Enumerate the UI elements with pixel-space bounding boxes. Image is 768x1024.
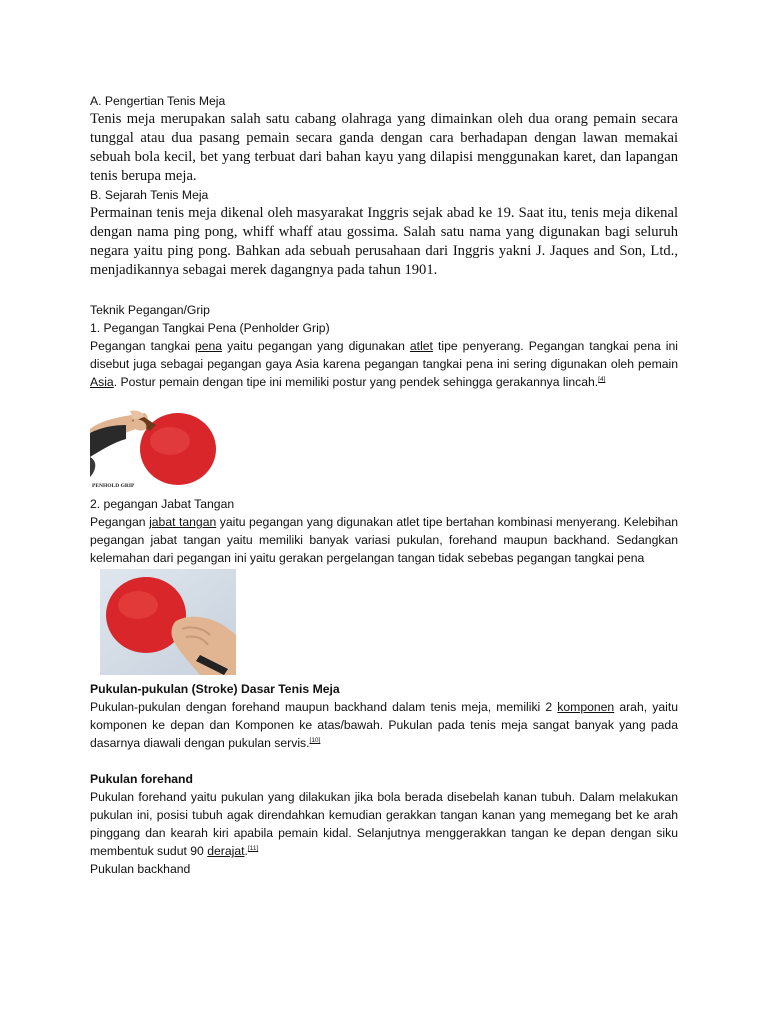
shakehand-text-2: yaitu pegangan yang digunakan atlet tipe bertahan kombinasi menyerang. Kelebihan pegangan jabat tangan yaitu memiliki banyak variasi pukulan, forehand maupun backhand. Sedangkan kelemahan dari pegangan ini yaitu gerakan pergelangan tangan tidak sebebas pegangan tangkai pena [90,515,678,565]
section-b-heading: B. Sejarah Tenis Meja [90,188,209,202]
backhand-heading: Pukulan backhand [90,862,191,876]
forehand-text-2: . [244,844,248,858]
penholder-body [90,337,678,391]
reference-4[interactable]: [4] [598,375,606,383]
penholder-text-3: tipe penyerang. Pegangan tangkai pena ini disebut juga sebagai pegangan gaya Asia karena pegangan tangkai pena ini sering digunakan oleh pemain [90,339,678,371]
section-a-heading: A. Pengertian Tenis Meja [90,94,226,108]
forehand-text-1: Pukulan forehand yaitu pukulan yang dilakukan jika bola berada disebelah kanan tubuh. Dalam melakukan pukulan ini, posisi tubuh agak direndahkan kemudian gerakkan tangan kanan yang memegang bet ke arah pinggang dan kearah kiri apabila pemain kidal. Selanjutnya menggerakkan tangan ke depan dengan siku membentuk sudut 90 [90,790,678,858]
penholder-text-2: yaitu pegangan yang digunakan [222,339,410,353]
penhold-grip-image [90,399,218,491]
forehand-heading: Pukulan forehand [90,772,193,786]
reference-10[interactable]: [10] [309,736,321,744]
shakehand-text-1: Pegangan [90,515,150,529]
link-asia[interactable]: Asia [90,375,114,389]
shakehand-grip-image [100,569,236,675]
grip-heading: Teknik Pegangan/Grip [90,303,210,317]
penholder-text-4: . Postur pemain dengan tipe ini memiliki postur yang pendek sehingga gerakannya lincah. [113,375,599,389]
section-a-body: Tenis meja merupakan salah satu cabang olahraga yang dimainkan oleh dua orang pemain secara tunggal atau dua pasang pemain secara ganda dengan cara berhadapan dengan lawan memakai sebuah bola kecil, bet yang terbuat dari bahan kayu yang dilapisi menggunakan karet, dan lapangan tenis berupa meja. [90,111,678,184]
stroke-text-2: arah, yaitu komponen ke depan dan Komponen ke atas/bawah. Pukulan pada tenis meja sangat banyak yang pada dasarnya diawali dengan pukulan servis. [90,700,678,750]
link-pena[interactable]: pena [194,339,223,353]
shakehand-subheading: 2. pegangan Jabat Tangan [90,497,235,511]
penholder-text-1: Pegangan tangkai [90,339,195,353]
section-b-body: Permainan tenis meja dikenal oleh masyarakat Inggris sejak abad ke 19. Saat itu, tenis meja dikenal dengan nama ping pong, whiff whaff atau gossima. Salah satu nama yang digunakan bagi seluruh negara yaitu ping pong. Bahkan ada sebuah perusahaan dari Inggris yakni J. Jaques and Son, Ltd., menjadikannya sebagai merek dagangnya pada tahun 1901. [90,205,678,278]
forehand-body [90,788,678,860]
penholder-subheading: 1. Pegangan Tangkai Pena (Penholder Grip) [90,321,330,335]
link-komponen[interactable]: komponen [557,700,615,714]
stroke-text-1: Pukulan-pukulan dengan forehand maupun backhand dalam tenis meja, memiliki 2 [90,700,558,714]
stroke-heading: Pukulan-pukulan (Stroke) Dasar Tenis Meja [90,682,340,696]
penhold-grip-caption: PENHOLD GRIP [92,483,135,489]
document-page [90,92,678,878]
stroke-body [90,698,678,752]
link-jabat-tangan[interactable]: jabat tangan [149,515,217,529]
link-derajat[interactable]: derajat [207,844,245,858]
shakehand-body [90,513,678,567]
reference-11[interactable]: [11] [247,844,259,852]
link-atlet[interactable]: atlet [409,339,433,353]
